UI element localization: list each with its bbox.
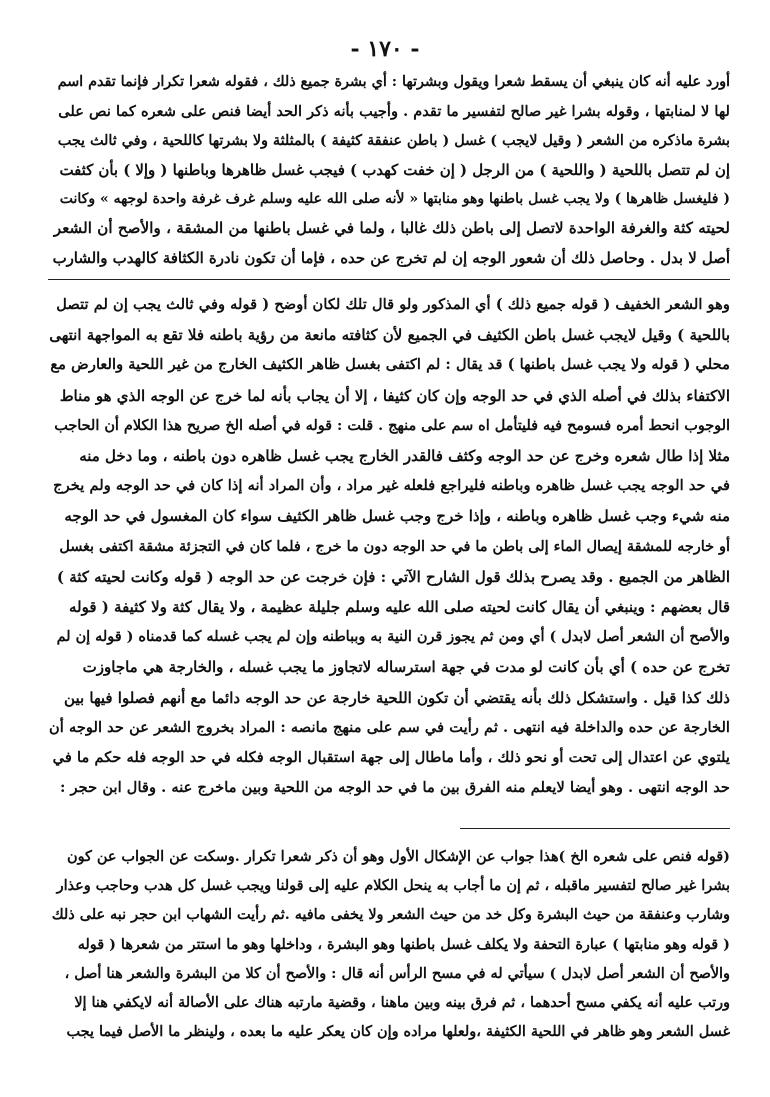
text-line: لها لا لمنابتها ، وقوله بشرا غير صالح لتفسير ما تقدم . وأجيب بأنه ذكر الحد أيضا فنص على شعره كما نص على xyxy=(58,103,730,121)
text-line: وهو الشعر الخفيف ( قوله جميع ذلك ) أي المذكور ولو قال تلك لكان أوضح ( قوله وفي ثالث يجب إن لم تتصل xyxy=(56,296,730,313)
text-line: قال بعضهم : وينبغي أن يقال كانت لحيته صلى الله عليه وسلم جليلة عظيمة ، ولا يقال كثة ولا كثيفة ( قوله xyxy=(68,598,730,617)
section-divider xyxy=(48,279,730,280)
text-line: يلتوي عن اعتدال إلى تحت أو نحو ذلك ، وأما ماطال إلى جهة استقبال الوجه فكله في حد الوجه فله حكم ما في xyxy=(52,749,730,767)
text-line: والأصح أن الشعر أصل لابدل ) أي ومن ثم يجوز قرن النية به وبباطنه وإن لم يجب غسله كما قدمناه ( قوله إن لم xyxy=(56,628,730,646)
text-line: لحيته كثة والغرفة الواحدة لاتصل إلى باطن ذلك غالبا ، ولما في غسل باطنها من المشقة ، والأصح أن الشعر xyxy=(53,219,730,238)
text-line: بشرا غير صالح لتفسير ماقبله ، ثم إن ما أجاب به ينحل الكلام عليه إلى قولنا ويجب غسل كل هدب وحاجب وعذار xyxy=(56,877,730,895)
text-line: الوجوب انحط أمره فسومح فيه فليتأمل اه سم على منهج . قلت : قوله في أصله الخ صريح هذا الكلام أن الحاجب xyxy=(54,416,730,434)
text-line: الخارجة عن حده والداخلة فيه انتهى . ثم رأيت في سم على منهج مانصه : المراد بخروج الشعر عن حد الوجه أن xyxy=(48,718,730,736)
text-line: والأصح أن الشعر أصل لابدل ) سيأتي له في مسح الرأس أنه قال : والأصح أن كلا من البشرة والشعر هنا أصل ، xyxy=(64,964,730,982)
text-line: وشارب وعنفقة من حيث البشرة وكل خد من حيث الشعر ولا يخفى مافيه .ثم رأيت الشهاب ابن حجر نبه على ذلك xyxy=(51,906,730,924)
text-line: مثلا إذا طال شعره وخرج عن حد الوجه وكثف فالقدر الخارج يجب غسل ظاهره دون باطنه ، وما دخل منه xyxy=(79,447,730,466)
footnote-text xyxy=(48,842,730,1046)
text-line: الظاهر من الجميع . وقد يصرح بذلك قول الشارح الآتي : فإن خرجت عن حد الوجه ( قوله وكانت لحيته كثة ) xyxy=(56,567,730,586)
text-line: باللحية ) وقيل لايجب غسل باطن الكثيف في الجميع لأن كثافته مانعة من رؤية باطنه فلا تقع به المواجهة انتهى xyxy=(49,326,730,345)
text-line: الاكتفاء بذلك في أصله الذي في حد الوجه وإن كان كثيفا ، إلا أن يجاب بأنه لما خرج عن الوجه الذي هو مناط xyxy=(59,386,730,405)
text-line: إن لم تتصل باللحية ( واللحية ) من الرجل ( إن خفت كهدب ) فيجب غسل ظاهرها وباطنها ( وإلا ) بأن كثفت xyxy=(59,160,730,179)
text-line: محلي ( قوله ولا يجب غسل باطنها ) قد يقال : لم اكتفى بغسل ظاهر الكثيف الخارج من غير اللحية والعارض مع xyxy=(50,356,730,374)
text-line: حد الوجه انتهى . وهو أيضا لايعلم منه الفرق بين ما في حد الوجه من اللحية وبين ماخرج عنه . وقال ابن حجر : xyxy=(60,779,730,797)
commentary-text xyxy=(48,290,730,803)
main-text xyxy=(48,68,730,273)
text-line: تخرج عن حده ) أي بأن كانت لو مدت في جهة استرساله لاتجاوز ما يجب غسله ، والخارجة هي ماجاوزت xyxy=(82,658,730,677)
text-line: منه شيء وجب غسل ظاهره وباطنه ، وإذا خرج وجب غسل ظاهر الكثيف سواء كان المغسول في حد الوجه xyxy=(64,507,730,526)
text-line: أورد عليه أنه كان ينبغي أن يسقط شعرا ويقول وبشرتها : أي بشرة جميع ذلك ، فقوله شعرا تكرار فإنما تقدم اسم xyxy=(57,74,730,90)
text-line: في حد الوجه يجب غسل ظاهره وباطنه فليراجع فلعله غير مراد ، وأن المراد أنه إذا كان في حد الوجه ولم يخرج xyxy=(53,477,730,495)
text-line: أو خارجه للمشقة إيصال الماء إلى باطن ما في حد الوجه دون ما خرج ، فلما كان في التجزئة مشقة اكتفى بغسل xyxy=(59,537,730,555)
page-number: - ١٧٠ - xyxy=(350,36,420,62)
text-line: أصل لا بدل . وحاصل ذلك أن شعور الوجه إن لم تخرج عن حده ، فإما أن تكون نادرة الكثافة كالهدب والشارب xyxy=(52,248,730,267)
text-line: غسل الشعر وهو ظاهر في اللحية الكثيفة ،ولعلها مراده وإن كان يعكر عليه ما بعده ، ولينظر ما الأصل فيما يجب xyxy=(66,1023,730,1041)
text-line: ورتب عليه أنه يكفي مسح أحدهما ، ثم فرق بينه وبين ماهنا ، وقضية مارتبه هناك على الأصالة أنه لايكفي هنا إلا xyxy=(74,994,730,1012)
text-line: ( قوله وهو منابتها ) عبارة التحفة ولا يكلف غسل باطنها وهو البشرة ، وداخلها وهو ما استتر من شعرها ( قوله xyxy=(77,935,730,953)
text-line: (قوله فنص على شعره الخ )هذا جواب عن الإشكال الأول وهو أن ذكر شعرا تكرار .وسكت عن الجواب عن كون xyxy=(67,848,730,865)
text-line: ( فليغسل ظاهرها ) ولا يجب غسل باطنها وهو منابتها « لأنه صلى الله عليه وسلم غرف غرفة واحدة لوجهه » وكانت xyxy=(59,191,730,208)
footnote-divider xyxy=(460,828,730,829)
text-line: بشرة ماذكره من الشعر ( وقيل لايجب ) غسل ( باطن عنفقة كثيفة ) بالمثلثة ولا بشرتها كاللحية ، وفي ثالث يجب xyxy=(57,132,730,149)
text-line: ذلك كذا قيل . واستشكل ذلك بأنه يقتضي أن تكون اللحية خارجة عن حد الوجه دائما مع أنهم فصلوا فيها بين xyxy=(64,688,730,707)
